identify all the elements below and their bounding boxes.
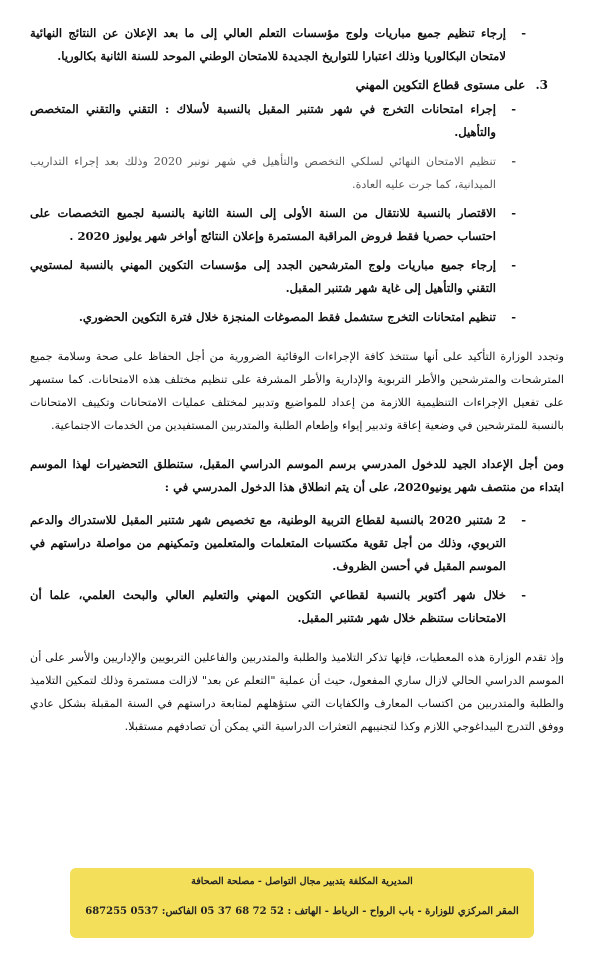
bullet-modules-exams: - تنظيم امتحانات التخرج ستشمل فقط المصوغات المنجزة خلال فترة التكوين الحضوري. xyxy=(30,306,518,329)
document-footer xyxy=(0,868,594,960)
section-number: 3. xyxy=(535,78,548,92)
bullet-new-candidates: - إرجاء جميع مباريات ولوج المترشحين الجدد إلى مؤسسات التكوين المهني بالنسبة لمستويي التقني والتأهيل إلى غاية شهر شتنبر المقبل. xyxy=(30,254,518,300)
bullet-graduation-exams: - إجراء امتحانات التخرج في شهر شتنبر المقبل بالنسبة لأسلاك : التقني والتقني المتخصص والتأهيل. xyxy=(30,98,518,144)
bullet-final-exam-november: - تنظيم الامتحان النهائي لسلكي التخصص والتأهيل في شهر نونبر 2020 وذلك بعد إجراء التداريب الميدانية، كما جرت عليه العادة. xyxy=(30,150,518,196)
bullet-national-education-start: - 2 شتنبر 2020 بالنسبة لقطاع التربية الوطنية، مع تخصيص شهر شتنبر المقبل للاستدراك والدعم التربوي، وذلك من أجل تقوية مكتسبات المتعلمات والمتعلمين وتمكينهم من مواصلة دراستهم في الموسم المقبل في أحسن الظروف. xyxy=(30,509,528,578)
footer-address: المقر المركزي للوزارة - باب الرواح - الرباط - الهاتف : 52 72 68 37 05 الفاكس: 0537 687255 xyxy=(85,906,519,917)
paragraph-school-start: ومن أجل الإعداد الجيد للدخول المدرسي برسم الموسم الدراسي المقبل، ستنطلق التحضيرات لهذا الموسم ابتداء من منتصف شهر يونيو2020، على أن يتم انطلاق هذا الدخول المدرسي في : xyxy=(30,457,564,494)
bullet-higher-education-start: - خلال شهر أكتوبر بالنسبة لقطاعي التكوين المهني والتعليم العالي والبحث العلمي، علما أن الامتحانات ستنظم خلال شهر شتنبر المقبل. xyxy=(30,584,528,630)
section-heading-vocational xyxy=(30,74,548,96)
document-body xyxy=(30,22,564,738)
bullet-university-entrance: - إرجاء تنظيم جميع مباريات ولوج مؤسسات التعلم العالي إلى ما بعد الإعلان عن النتائج النهائية لامتحان البكالوريا وذلك اعتبارا للتواريخ الجديدة للامتحان الوطني الموحد للسنة الثانية بكالوريا. xyxy=(30,22,528,68)
bullet-continuous-assessment: - الاقتصار بالنسبة للانتقال من السنة الأولى إلى السنة الثانية بالنسبة لجميع التخصصات على احتساب حصريا فقط فروض المراقبة المستمرة وإعلان النتائج أواخر شهر يوليوز 2020 . xyxy=(30,202,518,248)
section-title: على مستوى قطاع التكوين المهني xyxy=(355,78,526,92)
paragraph-remote-learning: وإذ تقدم الوزارة هذه المعطيات، فإنها تذكر التلاميذ والطلبة والمتدربين والفاعلين التربويين والإداريين والأسر على أن الموسم الدراسي الحالي لازال ساري المفعول، حيث أن عملية "التعلم عن بعد" لازالت مستمرة وذلك لتمكين التلاميذ والطلبة والمتدربين من اكتساب المعارف والكفايات التي ستؤهلهم لمتابعة دراستهم في السنة المقبلة بشكل عادي ووفق التدرج البيداغوجي اللازم وكذا لتجنيبهم التعثرات الدراسية التي يمكن أن تصادفهم مستقبلا. xyxy=(30,651,564,733)
footer-department: المديرية المكلفة بتدبير مجال التواصل - مصلحة الصحافة xyxy=(191,876,413,887)
paragraph-preventive-measures: وتجدد الوزارة التأكيد على أنها ستتخذ كافة الإجراءات الوقائية الضرورية من أجل الحفاظ على صحة وسلامة جميع المترشحات والمترشحين والأطر التربوية والإدارية والأطر المشرفة على تنظيم مختلف هذه الامتحانات. كما ستسهر على تفعيل الإجراءات التنظيمية اللازمة من إعداد للمواضيع وتدبير لمختلف عمليات الامتحانات وتكييف الامتحانات بالنسبة للمترشحين في وضعية إعاقة وتدبير إيواء وإطعام الطلبة والمتدربين المستفيدين من الخدمات الاجتماعية. xyxy=(30,350,564,432)
footer-band xyxy=(70,868,534,938)
